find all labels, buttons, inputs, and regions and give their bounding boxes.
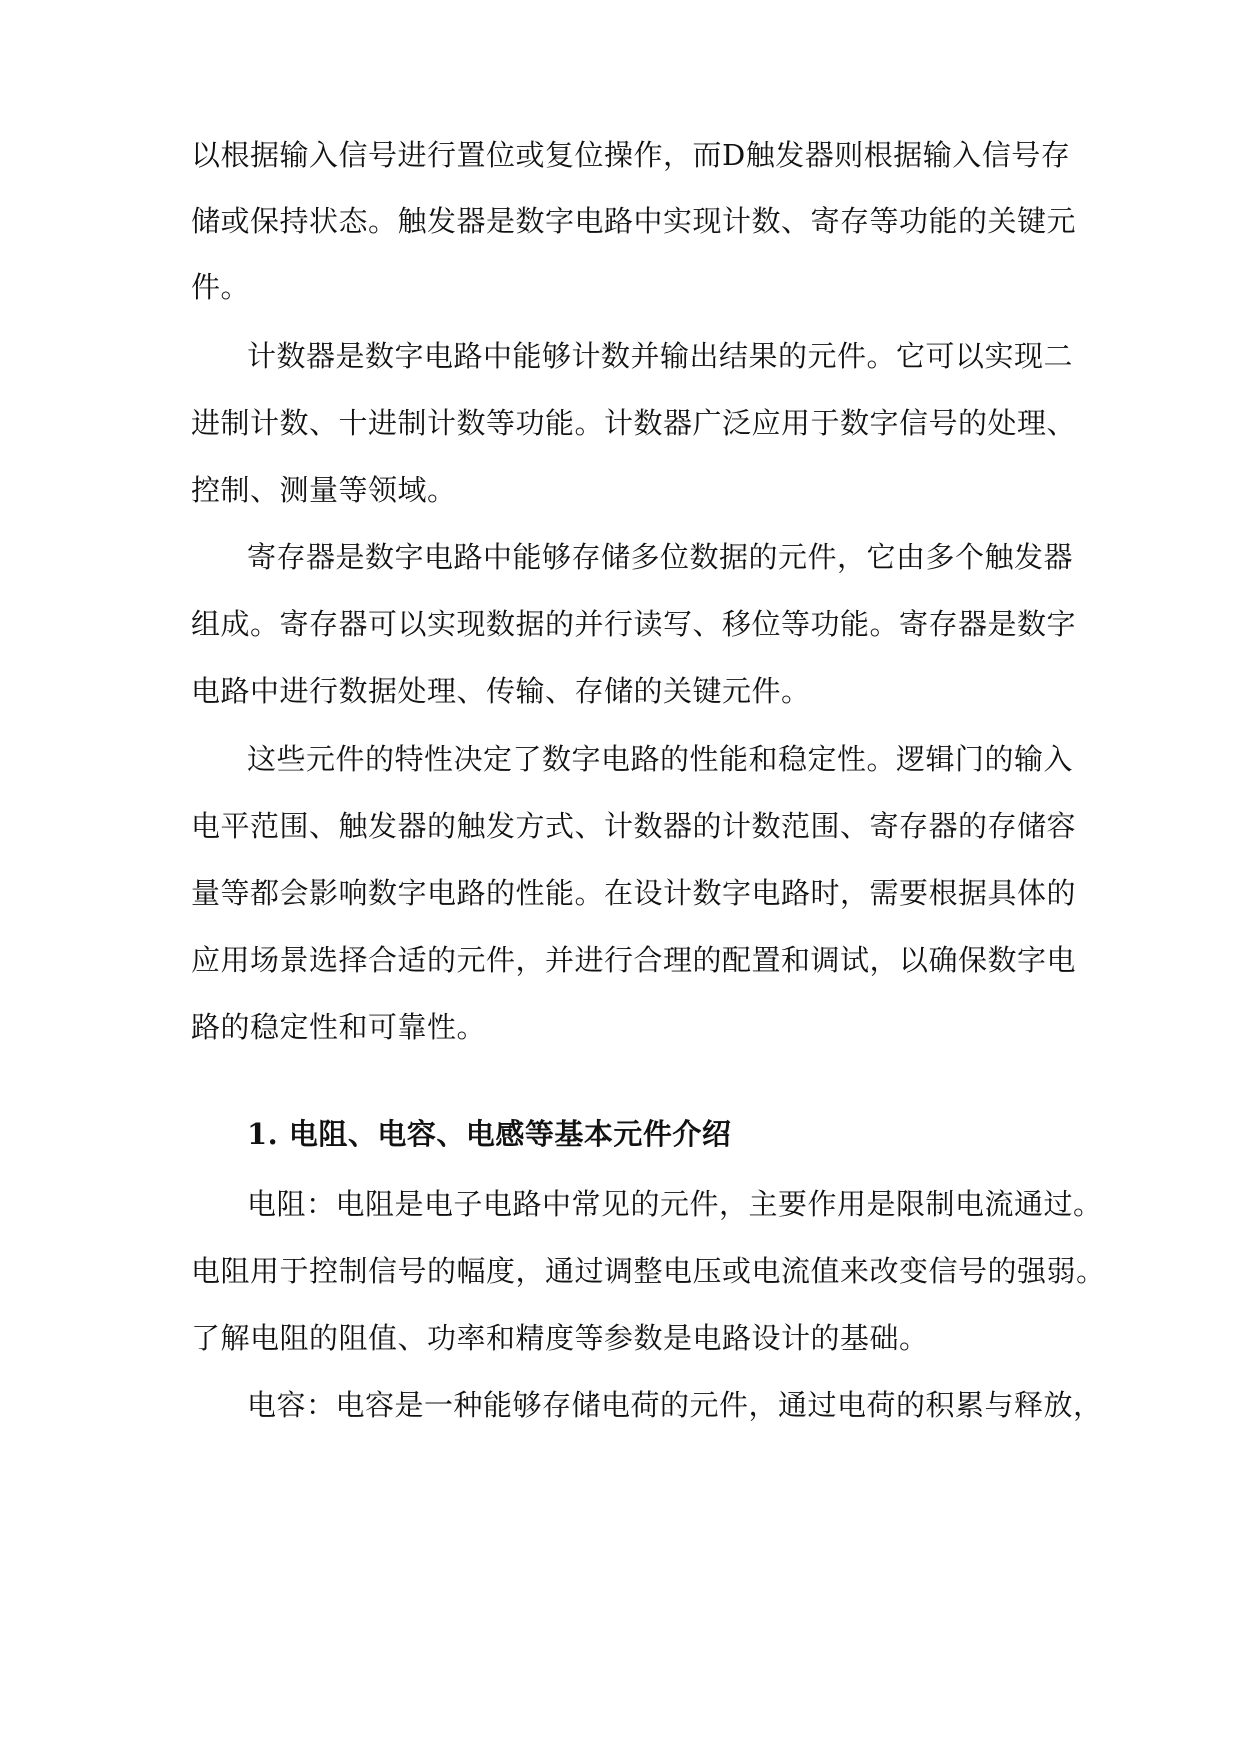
paragraph-line: 应用场景选择合适的元件，并进行合理的配置和调试，以确保数字电: [191, 943, 1077, 977]
paragraph-line: 电容：电容是一种能够存储电荷的元件，通过电荷的积累与释放，: [247, 1388, 1103, 1422]
paragraph-line: 储或保持状态。触发器是数字电路中实现计数、寄存等功能的关键元: [191, 204, 1077, 238]
paragraph-line: 电路中进行数据处理、传输、存储的关键元件。: [191, 674, 811, 708]
paragraph-line: 电阻：电阻是电子电路中常见的元件，主要作用是限制电流通过。: [247, 1187, 1103, 1221]
paragraph-line: 这些元件的特性决定了数字电路的性能和稳定性。逻辑门的输入: [247, 742, 1074, 776]
paragraph-line: 量等都会影响数字电路的性能。在设计数字电路时，需要根据具体的: [191, 876, 1077, 910]
section-heading: 1. 电阻、电容、电感等基本元件介绍: [247, 1117, 732, 1151]
paragraph-line: 寄存器是数字电路中能够存储多位数据的元件，它由多个触发器: [247, 540, 1074, 574]
paragraph-line: 了解电阻的阻值、功率和精度等参数是电路设计的基础。: [191, 1321, 929, 1355]
paragraph-line: 以根据输入信号进行置位或复位操作，而D触发器则根据输入信号存: [191, 138, 1071, 172]
paragraph-line: 电平范围、触发器的触发方式、计数器的计数范围、寄存器的存储容: [191, 809, 1077, 843]
paragraph-line: 电阻用于控制信号的幅度，通过调整电压或电流值来改变信号的强弱。: [191, 1254, 1106, 1288]
paragraph-line: 路的稳定性和可靠性。: [191, 1010, 487, 1044]
paragraph-line: 件。: [191, 270, 251, 304]
paragraph-line: 控制、测量等领域。: [191, 473, 457, 507]
paragraph-line: 组成。寄存器可以实现数据的并行读写、移位等功能。寄存器是数字: [191, 607, 1077, 641]
paragraph-line: 进制计数、十进制计数等功能。计数器广泛应用于数字信号的处理、: [191, 406, 1077, 440]
paragraph-line: 计数器是数字电路中能够计数并输出结果的元件。它可以实现二: [247, 339, 1074, 373]
